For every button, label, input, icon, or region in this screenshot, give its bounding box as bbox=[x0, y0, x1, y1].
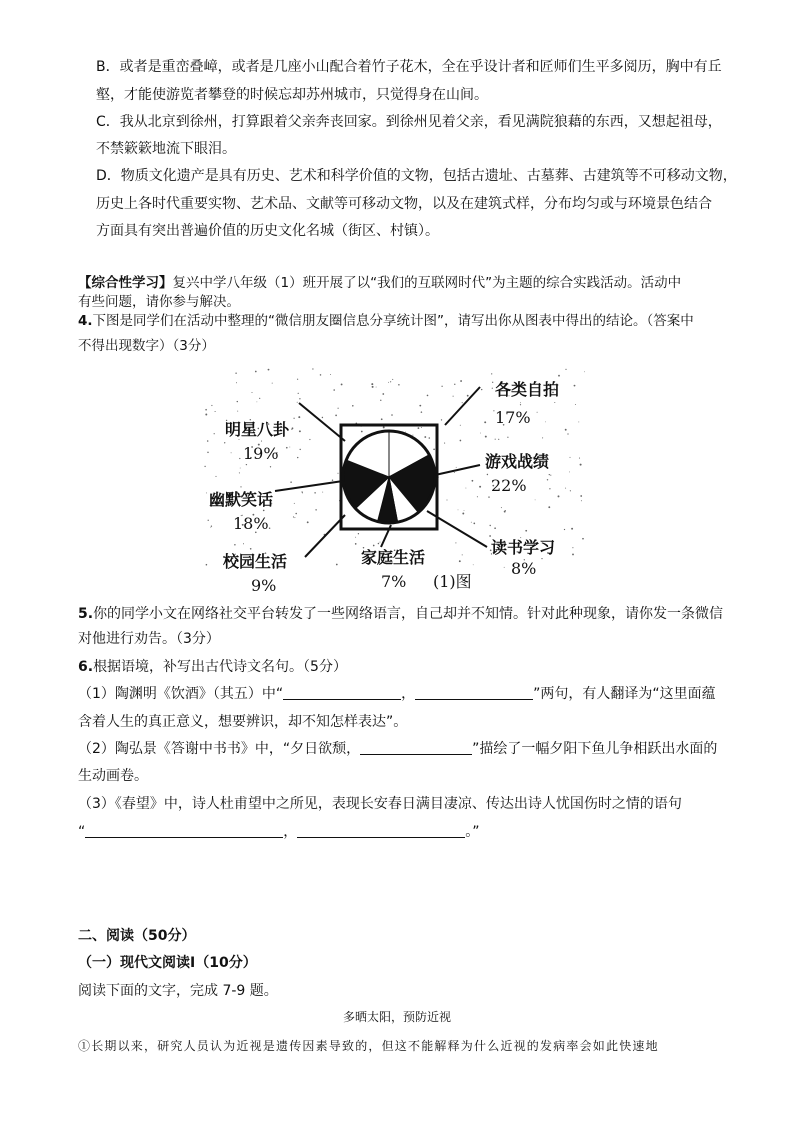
speckle-dot bbox=[465, 488, 466, 489]
speckle-dot bbox=[231, 452, 232, 453]
speckle-dot bbox=[504, 511, 506, 513]
speckle-dot bbox=[582, 538, 584, 540]
speckle-dot bbox=[290, 481, 292, 483]
chart-caption: (1)图 bbox=[433, 572, 472, 591]
speckle-dot bbox=[307, 521, 309, 523]
article-title: 多晒太阳，预防近视 bbox=[342, 1010, 451, 1024]
speckle-dot bbox=[298, 416, 300, 418]
speckle-dot bbox=[293, 516, 294, 517]
speckle-dot bbox=[455, 542, 456, 543]
speckle-dot bbox=[383, 426, 385, 428]
speckle-dot bbox=[268, 369, 270, 371]
speckle-dot bbox=[322, 492, 323, 493]
speckle-dot bbox=[237, 411, 238, 412]
speckle-dot bbox=[206, 564, 208, 566]
reading-part1-title: （一）现代文阅读Ⅰ（10分） bbox=[78, 955, 257, 971]
slice-label-7: 明星八卦 bbox=[225, 420, 290, 439]
speckle-dot bbox=[487, 474, 488, 475]
speckle-dot bbox=[421, 411, 423, 413]
speckle-dot bbox=[575, 404, 576, 405]
speckle-dot bbox=[214, 433, 215, 434]
speckle-dot bbox=[392, 379, 393, 380]
speckle-dot bbox=[456, 467, 457, 468]
speckle-dot bbox=[565, 429, 567, 431]
speckle-dot bbox=[472, 480, 474, 482]
speckle-dot bbox=[488, 496, 489, 497]
blank-1-1[interactable] bbox=[283, 685, 401, 700]
speckle-dot bbox=[322, 417, 323, 418]
speckle-dot bbox=[547, 479, 548, 480]
speckle-dot bbox=[333, 389, 335, 391]
speckle-dot bbox=[330, 374, 331, 375]
speckle-dot bbox=[263, 510, 265, 512]
speckle-dot bbox=[378, 543, 380, 545]
speckle-dot bbox=[446, 499, 447, 500]
q6-s1-line1: （1）陶渊明《饮酒》（其五）中“ ， ”两句，有人翻译为“这里面蕴 bbox=[78, 686, 716, 702]
leader-line-5 bbox=[305, 515, 345, 557]
q6-s3-line2: “ ， 。” bbox=[78, 824, 480, 840]
speckle-dot bbox=[312, 368, 313, 369]
comprehensive-tag: 【综合性学习】 bbox=[78, 275, 173, 291]
speckle-dot bbox=[421, 427, 422, 428]
option-d-line1: D．物质文化遗产是具有历史、艺术和科学价值的文物，包括古遗址、古墓葬、古建筑等不可移动文物， bbox=[96, 168, 737, 184]
speckle-dot bbox=[429, 437, 431, 439]
speckle-dot bbox=[291, 429, 292, 430]
speckle-dot bbox=[298, 393, 299, 394]
q4-line1: 4.下图是同学们在活动中整理的“微信朋友圈信息分享统计图”，请写出你从图表中得出的结论。（答案中 bbox=[78, 313, 694, 329]
speckle-dot bbox=[259, 398, 260, 399]
speckle-dot bbox=[289, 447, 290, 448]
speckle-dot bbox=[427, 395, 429, 397]
speckle-dot bbox=[355, 543, 357, 545]
speckle-dot bbox=[251, 392, 252, 393]
option-c-line1: C．我从北京到徐州，打算跟着父亲奔丧回家。到徐州见着父亲，看见满院狼藉的东西，又想起祖母， bbox=[96, 114, 722, 130]
speckle-dot bbox=[224, 442, 225, 443]
speckle-dot bbox=[418, 427, 420, 429]
option-c-line2: 不禁簌簌地流下眼泪。 bbox=[96, 141, 236, 157]
speckle-dot bbox=[398, 384, 400, 386]
speckle-dot bbox=[208, 520, 209, 521]
speckle-dot bbox=[558, 375, 560, 377]
q6-s1-line2: 含着人生的真正意义，想要辨识，却不知怎样表达”。 bbox=[78, 714, 408, 730]
speckle-dot bbox=[441, 419, 442, 420]
speckle-dot bbox=[257, 402, 258, 403]
slice-label-1: 各类自拍 bbox=[495, 380, 560, 399]
speckle-dot bbox=[460, 425, 461, 426]
slice-label-2: 游戏战绩 bbox=[485, 452, 550, 471]
speckle-dot bbox=[462, 513, 464, 515]
speckle-dot bbox=[272, 383, 273, 384]
speckle-dot bbox=[239, 439, 240, 440]
speckle-dot bbox=[309, 439, 310, 440]
speckle-dot bbox=[376, 387, 377, 388]
speckle-dot bbox=[558, 495, 560, 497]
speckle-dot bbox=[372, 386, 374, 388]
speckle-dot bbox=[459, 560, 461, 562]
speckle-dot bbox=[569, 457, 570, 458]
speckle-dot bbox=[299, 398, 300, 399]
speckle-dot bbox=[270, 466, 271, 467]
speckle-dot bbox=[204, 466, 205, 467]
speckle-dot bbox=[215, 411, 216, 412]
leader-line-1 bbox=[445, 387, 480, 425]
speckle-dot bbox=[495, 439, 496, 440]
reading-instruction: 阅读下面的文字，完成 7-9 题。 bbox=[78, 983, 278, 999]
speckle-dot bbox=[460, 440, 462, 442]
option-d-line3: 方面具有突出普遍价值的历史文化名城（街区、村镇）。 bbox=[96, 223, 439, 239]
speckle-dot bbox=[207, 440, 209, 442]
speckle-dot bbox=[504, 567, 505, 568]
speckle-dot bbox=[490, 525, 491, 526]
speckle-dot bbox=[235, 372, 236, 373]
speckle-dot bbox=[239, 472, 240, 473]
slice-label-3: 读书学习 bbox=[491, 538, 556, 557]
speckle-dot bbox=[206, 492, 207, 493]
speckle-dot bbox=[390, 381, 391, 382]
speckle-dot bbox=[481, 389, 482, 390]
speckle-dot bbox=[295, 513, 297, 515]
speckle-dot bbox=[338, 408, 339, 409]
speckle-dot bbox=[565, 488, 566, 489]
speckle-dot bbox=[579, 458, 580, 459]
speckle-dot bbox=[380, 400, 381, 401]
speckle-dot bbox=[454, 384, 455, 385]
q6-s2-line2: 生动画卷。 bbox=[78, 768, 148, 784]
speckle-dot bbox=[494, 527, 496, 529]
speckle-dot bbox=[320, 374, 322, 376]
speckle-dot bbox=[567, 433, 568, 434]
speckle-dot bbox=[297, 402, 298, 403]
comprehensive-intro-line1: 【综合性学习】复兴中学八年级（1）班开展了以“我们的互联网时代”为主题的综合实践活动。活动中 bbox=[78, 275, 682, 291]
slice-pct-2: 22% bbox=[491, 476, 527, 495]
speckle-dot bbox=[380, 542, 381, 543]
speckle-dot bbox=[419, 405, 421, 407]
speckle-dot bbox=[473, 564, 474, 565]
option-b-line1: B．或者是重峦叠嶂，或者是几座小山配合着竹子花木，全在乎设计者和匠师们生平多阅历，胸中有丘 bbox=[96, 59, 722, 75]
speckle-dot bbox=[537, 412, 538, 413]
pie-chart bbox=[195, 365, 595, 595]
speckle-dot bbox=[462, 554, 463, 555]
speckle-dot bbox=[473, 523, 475, 525]
speckle-dot bbox=[444, 443, 445, 444]
q5-line1: 5.你的同学小文在网络社交平台转发了一些网络语言，自己却并不知情。针对此种现象，请你发一条微信 bbox=[78, 606, 724, 622]
comprehensive-intro-line2: 有些问题，请你参与解决。 bbox=[78, 294, 240, 310]
speckle-dot bbox=[541, 558, 542, 559]
speckle-dot bbox=[388, 382, 389, 383]
q5-line2: 对他进行劝告。（3分） bbox=[78, 631, 220, 647]
speckle-dot bbox=[210, 527, 211, 528]
speckle-dot bbox=[571, 528, 573, 530]
speckle-dot bbox=[462, 402, 463, 403]
blank-3-2[interactable] bbox=[297, 823, 465, 838]
speckle-dot bbox=[211, 405, 212, 406]
speckle-dot bbox=[570, 490, 571, 491]
speckle-dot bbox=[441, 386, 442, 387]
leader-line-2 bbox=[435, 465, 480, 475]
slice-label-5: 校园生活 bbox=[223, 552, 288, 571]
speckle-dot bbox=[412, 435, 413, 436]
speckle-dot bbox=[477, 496, 478, 497]
speckle-dot bbox=[299, 449, 300, 450]
speckle-dot bbox=[211, 526, 212, 527]
speckle-dot bbox=[525, 530, 527, 532]
speckle-dot bbox=[580, 495, 582, 497]
speckle-dot bbox=[381, 418, 383, 420]
speckle-dot bbox=[580, 464, 582, 466]
q6-s2-line1: （2）陶弘景《答谢中书书》中，“夕日欲颓， ”描绘了一幅夕阳下鱼儿争相跃出水面的 bbox=[78, 741, 718, 757]
speckle-dot bbox=[246, 464, 247, 465]
speckle-dot bbox=[240, 486, 241, 487]
speckle-dot bbox=[501, 507, 502, 508]
speckle-dot bbox=[205, 414, 207, 416]
speckle-dot bbox=[569, 471, 570, 472]
speckle-dot bbox=[458, 509, 459, 510]
speckle-dot bbox=[572, 553, 574, 555]
speckle-dot bbox=[361, 431, 363, 433]
slice-pct-7: 19% bbox=[243, 444, 279, 463]
speckle-dot bbox=[549, 488, 550, 489]
speckle-dot bbox=[584, 371, 585, 372]
speckle-dot bbox=[542, 437, 543, 438]
speckle-dot bbox=[373, 545, 375, 547]
speckle-dot bbox=[297, 379, 298, 380]
speckle-dot bbox=[453, 396, 454, 397]
speckle-dot bbox=[336, 564, 338, 566]
slice-pct-5: 9% bbox=[251, 576, 277, 595]
speckle-dot bbox=[491, 373, 492, 374]
q6-line1: 6.根据语境，补写出古代诗文名句。（5分） bbox=[78, 659, 347, 675]
speckle-dot bbox=[239, 458, 240, 459]
speckle-dot bbox=[471, 522, 472, 523]
slice-pct-3: 8% bbox=[511, 559, 537, 578]
speckle-dot bbox=[294, 503, 295, 504]
speckle-dot bbox=[574, 385, 576, 387]
speckle-dot bbox=[215, 476, 216, 477]
speckle-dot bbox=[391, 414, 393, 416]
speckle-dot bbox=[355, 537, 356, 538]
speckle-dot bbox=[297, 457, 298, 458]
speckle-dot bbox=[424, 436, 426, 438]
speckle-dot bbox=[479, 486, 481, 488]
speckle-dot bbox=[371, 383, 373, 385]
speckle-dot bbox=[243, 543, 244, 544]
speckle-dot bbox=[520, 402, 521, 403]
blank-3-1[interactable] bbox=[85, 823, 283, 838]
speckle-dot bbox=[464, 510, 465, 511]
option-b-line2: 壑，才能使游览者攀登的时候忘却苏州城市，只觉得身在山间。 bbox=[96, 87, 488, 103]
speckle-dot bbox=[286, 447, 288, 449]
speckle-dot bbox=[507, 437, 508, 438]
speckle-dot bbox=[572, 547, 573, 548]
speckle-dot bbox=[484, 421, 486, 423]
leader-line-6 bbox=[275, 481, 343, 491]
speckle-dot bbox=[578, 421, 579, 422]
speckle-dot bbox=[261, 441, 262, 442]
speckle-dot bbox=[549, 474, 550, 475]
speckle-dot bbox=[492, 382, 493, 383]
speckle-dot bbox=[489, 535, 491, 537]
speckle-dot bbox=[299, 430, 301, 432]
speckle-dot bbox=[358, 533, 359, 534]
slice-pct-6: 18% bbox=[233, 514, 269, 533]
speckle-dot bbox=[550, 475, 551, 476]
speckle-dot bbox=[564, 529, 565, 530]
q4-line2: 不得出现数字）（3分） bbox=[78, 338, 215, 354]
speckle-dot bbox=[498, 439, 499, 440]
speckle-dot bbox=[234, 544, 236, 546]
slice-pct-4: 7% bbox=[381, 572, 407, 591]
speckle-dot bbox=[341, 383, 343, 385]
speckle-dot bbox=[314, 492, 315, 493]
speckle-dot bbox=[382, 393, 384, 395]
speckle-dot bbox=[548, 506, 550, 508]
reading-section-title: 二、阅读（50分） bbox=[78, 928, 196, 944]
option-d-line2: 历史上各时代重要实物、艺术品、文献等可移动文物，以及在建筑式样，分布均匀或与环境景色结合 bbox=[96, 196, 712, 212]
speckle-dot bbox=[454, 472, 455, 473]
speckle-dot bbox=[545, 421, 546, 422]
speckle-dot bbox=[207, 452, 208, 453]
speckle-dot bbox=[405, 432, 406, 433]
blank-2-1[interactable] bbox=[360, 740, 472, 755]
slice-label-6: 幽默笑话 bbox=[209, 490, 274, 509]
speckle-dot bbox=[205, 409, 207, 411]
speckle-dot bbox=[332, 480, 333, 481]
speckle-dot bbox=[315, 509, 316, 510]
speckle-dot bbox=[250, 548, 252, 550]
speckle-dot bbox=[554, 402, 555, 403]
speckle-dot bbox=[236, 382, 237, 383]
speckle-dot bbox=[294, 517, 295, 518]
q6-s3-line1: （3）《春望》中，诗人杜甫望中之所见，表现长安春日满目凄凉、传达出诗人忧国伤时之情的语句 bbox=[78, 796, 682, 812]
slice-pct-1: 17% bbox=[495, 408, 531, 427]
speckle-dot bbox=[565, 369, 566, 370]
speckle-dot bbox=[433, 448, 435, 450]
speckle-dot bbox=[337, 473, 338, 474]
speckle-dot bbox=[302, 492, 303, 493]
speckle-dot bbox=[255, 371, 257, 373]
speckle-dot bbox=[520, 404, 521, 405]
speckle-dot bbox=[352, 405, 354, 407]
speckle-dot bbox=[581, 500, 582, 501]
speckle-dot bbox=[492, 388, 493, 389]
slice-label-4: 家庭生活 bbox=[361, 548, 426, 567]
speckle-dot bbox=[460, 380, 462, 382]
speckle-dot bbox=[335, 415, 337, 417]
speckle-dot bbox=[535, 500, 536, 501]
blank-1-2[interactable] bbox=[415, 685, 533, 700]
speckle-dot bbox=[240, 468, 241, 469]
article-paragraph-1: ①长期以来，研究人员认为近视是遗传因素导致的，但这不能解释为什么近视的发病率会如此快速地 bbox=[78, 1039, 659, 1053]
speckle-dot bbox=[467, 395, 469, 397]
speckle-dot bbox=[237, 401, 238, 402]
speckle-dot bbox=[269, 527, 270, 528]
speckle-dot bbox=[293, 418, 294, 419]
speckle-dot bbox=[480, 433, 481, 434]
speckle-dot bbox=[485, 436, 487, 438]
